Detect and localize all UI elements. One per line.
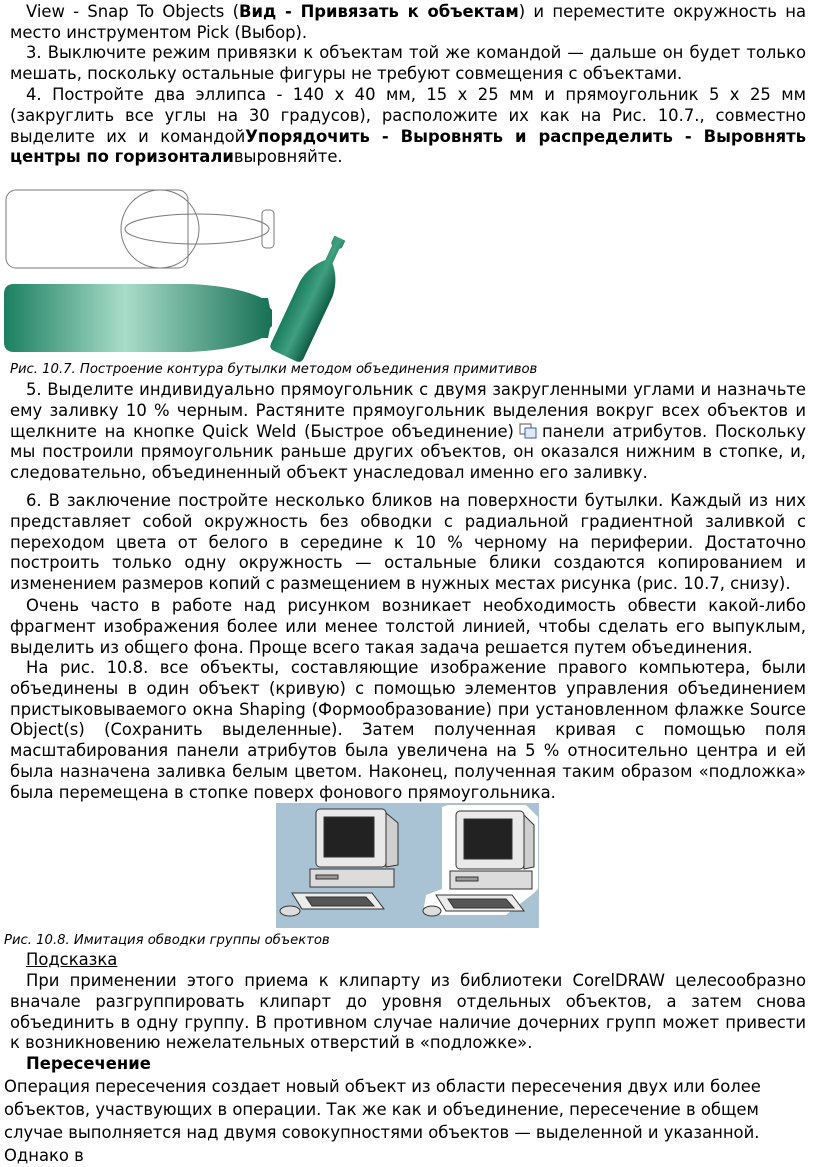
tilted-bottle bbox=[269, 231, 350, 364]
bottle-shape bbox=[4, 284, 272, 352]
left-computer bbox=[280, 809, 398, 916]
section-heading-intersection: Пересечение bbox=[26, 1054, 151, 1073]
figure-caption-10-7: Рис. 10.7. Построение контура бутылки методом объединения примитивов bbox=[10, 362, 538, 377]
right-computer bbox=[423, 805, 538, 916]
para-step-6: 6. В заключение постройте несколько бликов на поверхности бутылки. Каждый из них представляет собой окружность без обводки с радиальной градиентной заливкой с переходом цвета от белого в середине к 10 % черному на периферии. Достаточно построить только одну окружность — остальные блики создаются копированием и изменением размеров копий с размещением в нужных местах рисунка (рис. 10.7, снизу). bbox=[10, 491, 806, 594]
para-step-4: 4. Постройте два эллипса - 140 x 40 мм, 15 x 25 мм и прямоугольник 5 x 25 мм (закруглить все углы на 30 градусов), расположите их как на Рис. 10.7., совместно выделите их и командойУпорядочить - Выровнять и распределить - Выровнять центры по горизонталивыровняйте. bbox=[10, 85, 806, 167]
section-intersection-text: Операция пересечения создает новый объект из области пересечения двух или более объектов, участвующих в операции. Так же как и объединение, пересечение в общем случае выполняется над двумя совокупностями объектов — выделенной и указанной. Однако в bbox=[4, 1077, 761, 1165]
para-figure-10-8-explanation: На рис. 10.8. все объекты, составляющие изображение правого компьютера, были объединены в один объект (кривую) с помощью элементов управления объединением пристыковываемого окна Shaping (Формообразование) при установленном флажке Source Object(s) (Сохранить выделенные). Затем полученная кривая с помощью поля масштабирования панели атрибутов была увеличена на 5 % относительно центра и ей была назначена заливка белым цветом. Наконец, полученная таким образом «подложка» была перемещена в стопке поверх фонового прямоугольника. bbox=[10, 658, 806, 802]
computer-outline-figure bbox=[276, 803, 539, 928]
quick-weld-icon bbox=[518, 423, 538, 439]
para-outline-intro: Очень часто в работе над рисунком возникает необходимость обвести какой-либо фрагмент изображения более или менее толстой линией, чтобы сделать его выпуклым, выделить из общего фона. Проще всего такая задача решается путем объединения. bbox=[10, 596, 806, 657]
para-step-5: 5. Выделите индивидуально прямоугольник с двумя закругленными углами и назначьте ему заливку 10 % черным. Растяните прямоугольник выделения вокруг всех объектов и щелкните на кнопке Quick Weld (Быстрое объединение) панели атрибутов. Поскольку мы построили прямоугольник раньше других объектов, он оказался нижним в стопке, и, следовательно, объединенный объект унаследовал именно его заливку. bbox=[10, 380, 806, 483]
hint-text: При применении этого приема к клипарту из библиотеки CorelDRAW целесообразно вначале разгруппировать клипарт до уровня отдельных объектов, а затем снова объединить в одну группу. В противном случае наличие дочерних групп может привести к возникновению нежелательных отверстий в «подложке». bbox=[10, 971, 806, 1053]
outline-primitives bbox=[6, 190, 274, 268]
para-step-3: 3. Выключите режим привязки к объектам той же командой — дальше он будет только мешать, поскольку остальные фигуры не требуют совмещения с объектами. bbox=[10, 43, 806, 83]
bottle-construction-figure bbox=[0, 180, 350, 364]
figure-caption-10-8: Рис. 10.8. Имитация обводки группы объектов bbox=[4, 933, 330, 948]
hint-heading: Подсказка bbox=[26, 950, 118, 969]
para-snap-objects: View - Snap To Objects (Вид - Привязать к объектам) и переместите окружность на место инструментом Pick (Выбор). bbox=[10, 2, 807, 42]
